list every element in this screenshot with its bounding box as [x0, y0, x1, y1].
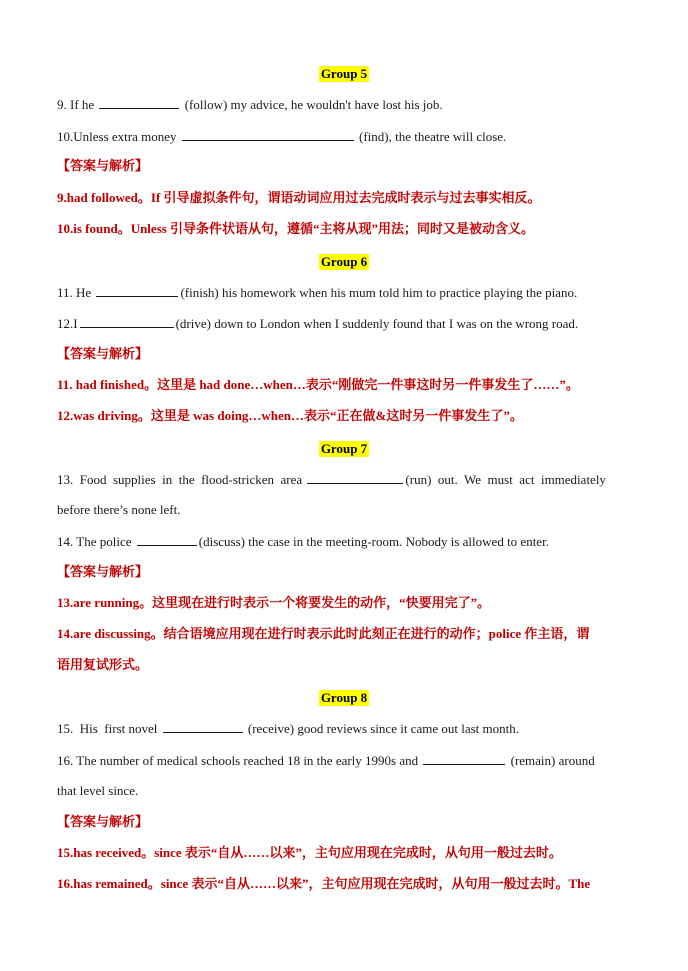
answer-13: 13.are running。这里现在进行时表示一个将要发生的动作，“快要用完了”。: [57, 595, 491, 610]
answer-heading: 【答案与解析】: [57, 346, 149, 361]
question-13-cont: before there’s none left.: [57, 502, 181, 517]
group-7-heading-wrap: [0, 440, 688, 458]
question-10-text-b: (find), the theatre will close.: [359, 129, 507, 144]
group-6-heading: Group 6: [320, 254, 368, 269]
answer-9: 9.had followed。If 引导虚拟条件句，谓语动词应用过去完成时表示与过去事实相反。: [57, 190, 541, 205]
question-15-text-a: 15. His first novel: [57, 721, 158, 736]
question-14: [57, 533, 631, 550]
answer-heading: 【答案与解析】: [57, 564, 149, 579]
question-16: [57, 752, 631, 769]
answer-heading: 【答案与解析】: [57, 158, 149, 173]
question-10: [57, 128, 631, 145]
question-16-text-b: (remain) around: [510, 753, 595, 768]
question-11-text-b: (finish) his homework when his mum told him to practice playing the piano.: [180, 285, 578, 300]
group-8-heading-wrap: [0, 689, 688, 707]
question-15-text-b: (receive) good reviews since it came out last month.: [247, 721, 519, 736]
answer-blank-10[interactable]: [182, 128, 354, 141]
question-9: [57, 96, 631, 113]
question-12: [57, 315, 631, 332]
answer-16: 16.has remained。since 表示“自从……以来”，主句应用现在完成时，从句用一般过去时。The: [57, 876, 591, 891]
answer-heading: 【答案与解析】: [57, 814, 149, 829]
answer-12: 12.was driving。这里是 was doing…when…表示“正在做&这时另一件事发生了”。: [57, 408, 523, 423]
question-11-text-a: 11. He: [57, 285, 92, 300]
question-13-text-b: (run) out. We must act immediately: [405, 472, 606, 487]
question-14-text-b: (discuss) the case in the meeting-room. Nobody is allowed to enter.: [198, 534, 549, 549]
answer-15: 15.has received。since 表示“自从……以来”，主句应用现在完成时，从句用一般过去时。: [57, 845, 562, 860]
answer-blank-13[interactable]: [307, 471, 403, 484]
question-16-text-a: 16. The number of medical schools reached 18 in the early 1990s and: [57, 753, 419, 768]
question-12-text-a: 12.I: [57, 316, 78, 331]
group-7-heading: Group 7: [320, 441, 368, 456]
question-10-text-a: 10.Unless extra money: [57, 129, 177, 144]
group-5-heading: Group 5: [320, 66, 368, 81]
question-12-text-b: (drive) down to London when I suddenly found that I was on the wrong road.: [175, 316, 579, 331]
question-13: [57, 471, 631, 488]
answer-blank-12[interactable]: [80, 315, 174, 328]
answer-14-cont: 语用复试形式。: [57, 657, 149, 672]
answer-blank-15[interactable]: [163, 720, 243, 733]
question-9-text-b: (follow) my advice, he wouldn't have lost his job.: [184, 97, 443, 112]
group-8-heading: Group 8: [320, 690, 368, 705]
answer-10: 10.is found。Unless 引导条件状语从句，遵循“主将从现”用法；同时又是被动含义。: [57, 221, 535, 236]
answer-blank-11[interactable]: [96, 284, 178, 297]
question-14-text-a: 14. The police: [57, 534, 132, 549]
question-11: [57, 284, 631, 301]
group-5-heading-wrap: [0, 65, 688, 83]
answer-blank-16[interactable]: [423, 752, 505, 765]
question-16-cont: that level since.: [57, 783, 139, 798]
group-6-heading-wrap: [0, 253, 688, 271]
answer-11: 11. had finished。这里是 had done…when…表示“刚做完一件事这时另一件事发生了……”。: [57, 377, 579, 392]
question-9-text-a: 9. If he: [57, 97, 95, 112]
answer-blank-9[interactable]: [99, 96, 179, 109]
answer-14: 14.are discussing。结合语境应用现在进行时表示此时此刻正在进行的动作；police 作主语，谓: [57, 626, 590, 641]
question-13-text-a: 13. Food supplies in the flood-stricken area: [57, 472, 303, 487]
question-15: [57, 720, 631, 737]
answer-blank-14[interactable]: [137, 533, 197, 546]
